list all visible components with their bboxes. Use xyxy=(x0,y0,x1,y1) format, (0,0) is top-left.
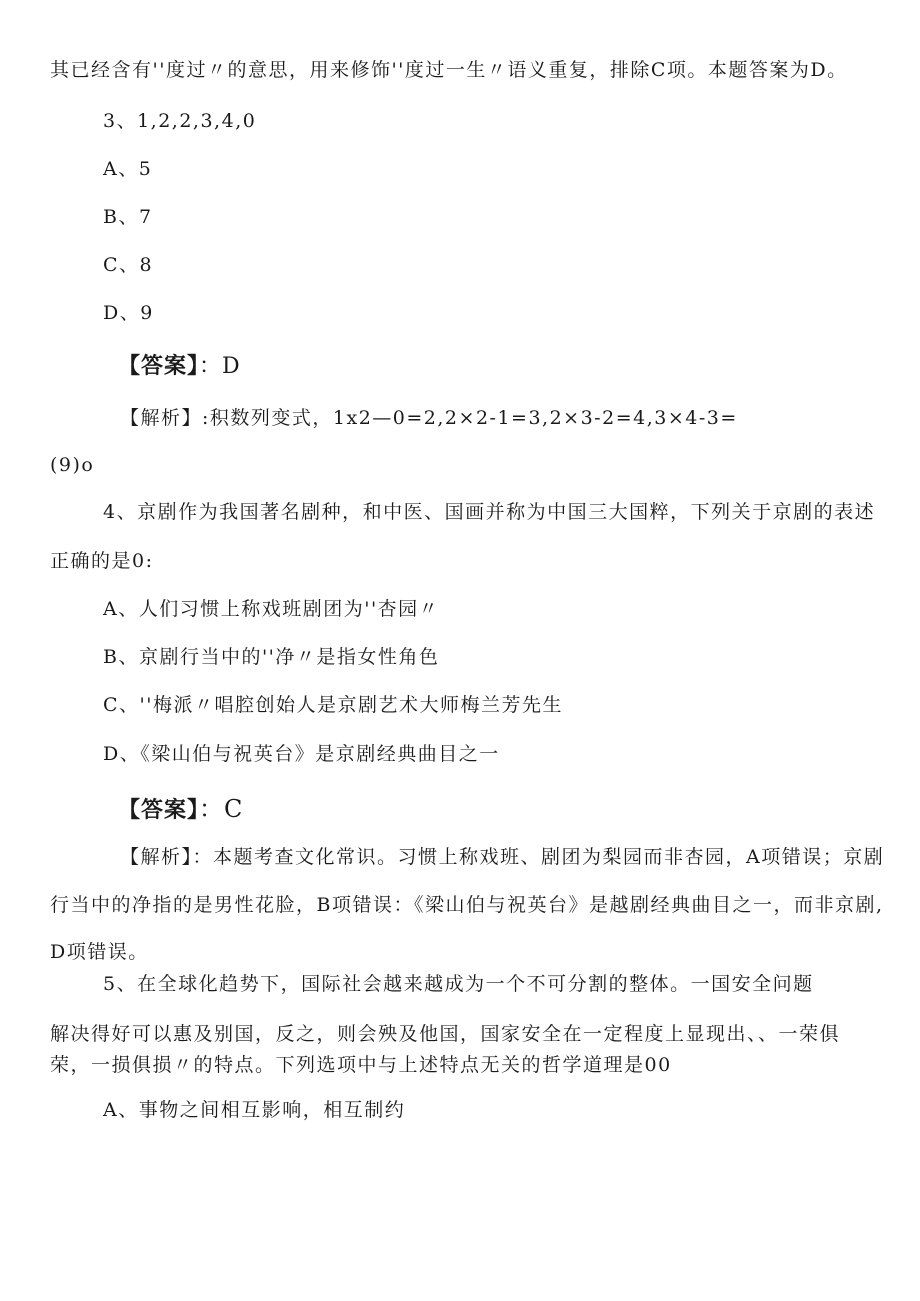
question-5-option-a: A、事物之间相互影响，相互制约 xyxy=(103,1099,406,1121)
question-4-explanation-line-1: 【解析】：本题考查文化常识。习惯上称戏班、剧团为梨园而非杏园，A项错误；京剧 xyxy=(120,846,885,868)
prev-explanation-tail: 其已经含有''度过〃的意思，用来修饰''度过一生〃语义重复，排除C项。本题答案为D。 xyxy=(50,59,848,81)
answer-value: ：D xyxy=(199,354,241,379)
question-4-stem-line-2: 正确的是0: xyxy=(50,550,154,572)
question-4-option-a: A、人们习惯上称戏班剧团为''杏园〃 xyxy=(103,598,440,620)
answer-label: 【答案】 xyxy=(118,353,200,379)
question-4-option-b: B、京剧行当中的''净〃是指女性角色 xyxy=(103,646,440,668)
question-4-explanation-line-2: 行当中的净指的是男性花脸，B项错误：《梁山伯与祝英台》是越剧经典曲目之一，而非京剧, xyxy=(50,894,884,916)
question-3-option-a: A、5 xyxy=(103,158,153,180)
question-5-stem-line-1: 5、在全球化趋势下，国际社会越来越成为一个不可分割的整体。一国安全问题 xyxy=(103,973,814,995)
answer-label: 【答案】 xyxy=(118,797,200,823)
question-4-answer xyxy=(118,797,243,821)
question-5-stem-line-3: 荣，一损俱损〃的特点。下列选项中与上述特点无关的哲学道理是00 xyxy=(50,1054,672,1076)
question-5-stem-line-2: 解决得好可以惠及别国，反之，则会殃及他国，国家安全在一定程度上显现出、、一荣俱 xyxy=(50,1023,841,1045)
question-3-option-c: C、8 xyxy=(103,254,154,276)
question-3-option-b: B、7 xyxy=(103,206,153,228)
question-3-stem: 3、1,2,2,3,4,0 xyxy=(103,110,257,132)
question-4-option-c: C、''梅派〃唱腔创始人是京剧艺术大师梅兰芳先生 xyxy=(103,694,563,716)
question-4-option-d: D、《梁山伯与祝英台》是京剧经典曲目之一 xyxy=(103,743,500,765)
question-3-explanation-line-2: (9)o xyxy=(50,454,95,476)
question-3-answer xyxy=(118,355,241,378)
question-3-explanation-line-1: 【解析】:积数列变式，1x2—0=2,2×2-1=3,2×3-2=4,3×4-3= xyxy=(120,407,738,429)
question-4-stem-line-1: 4、京剧作为我国著名剧种，和中医、国画并称为中国三大国粹，下列关于京剧的表述 xyxy=(103,501,876,523)
question-4-explanation-line-3: D项错误。 xyxy=(50,941,149,963)
answer-value: ：C xyxy=(199,795,244,823)
question-3-option-d: D、9 xyxy=(103,302,154,324)
